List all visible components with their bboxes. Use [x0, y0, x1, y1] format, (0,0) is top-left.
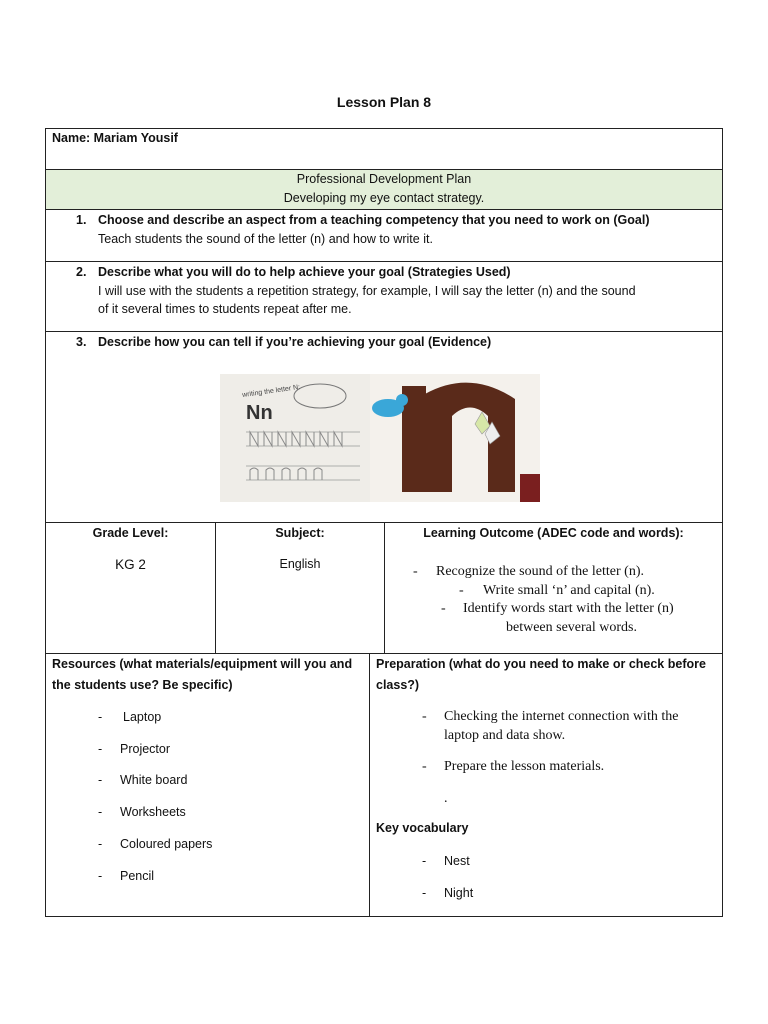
strategies-heading: Describe what you will do to help achieve your goal (Strategies Used) [98, 265, 511, 279]
bullet-dash: - [98, 742, 103, 756]
evidence-photo [220, 374, 540, 502]
outcome-item-continued: between several words. [506, 620, 638, 635]
photo-caption-small: writing the letter N: [241, 383, 301, 400]
preparation-item: Prepare the lesson materials. [444, 759, 605, 774]
bullet-dash: - [459, 583, 464, 598]
goal-heading: Choose and describe an aspect from a teaching competency that you need to work on (Goal) [98, 213, 650, 227]
name-label: Name: Mariam Yousif [52, 131, 178, 145]
stray-dot: . [444, 791, 448, 806]
vocabulary-label: Key vocabulary [376, 821, 469, 835]
bullet-dash: - [441, 601, 446, 616]
resources-label-line1: Resources (what materials/equipment will you and [52, 657, 353, 671]
resource-item: Coloured papers [120, 837, 213, 851]
preparation-item: Checking the internet connection with the [444, 709, 679, 724]
outcome-item: Recognize the sound of the letter (n). [436, 564, 644, 579]
bullet-dash: - [98, 837, 103, 851]
preparation-label-line1: Preparation (what do you need to make or check before [376, 657, 706, 671]
resource-item: White board [120, 773, 188, 787]
resource-item: Projector [120, 742, 171, 756]
subject-value: English [279, 557, 321, 571]
preparation-item-continued: laptop and data show. [444, 728, 566, 743]
bullet-dash: - [98, 805, 103, 819]
pd-header [45, 169, 723, 210]
preparation-cell [369, 653, 723, 917]
grade-cell [45, 522, 216, 654]
photo-big-letters: Nn [246, 402, 273, 424]
bullet-dash: - [98, 869, 103, 883]
strategies-section [45, 261, 723, 332]
goal-text: Teach students the sound of the letter (n) and how to write it. [98, 232, 433, 246]
item-number: 3. [76, 335, 87, 349]
page-title: Lesson Plan 8 [336, 94, 432, 110]
preparation-label-line2: class?) [376, 678, 420, 692]
resource-item: Pencil [120, 869, 155, 883]
subject-label: Subject: [275, 526, 325, 540]
resources-label-line2: the students use? Be specific) [52, 678, 233, 692]
outcome-label: Learning Outcome (ADEC code and words): [423, 526, 684, 540]
pd-subtitle: Developing my eye contact strategy. [283, 191, 485, 205]
outcome-item: Identify words start with the letter (n) [463, 601, 674, 616]
bullet-dash: - [413, 564, 418, 579]
bullet-dash: - [422, 709, 427, 724]
bullet-dash: - [422, 759, 427, 774]
bullet-dash: - [422, 886, 427, 900]
bullet-dash: - [422, 854, 427, 868]
grade-value: KG 2 [115, 557, 146, 572]
pd-title: Professional Development Plan [296, 172, 472, 186]
goal-section [45, 209, 723, 262]
resources-cell [45, 653, 370, 917]
item-number: 2. [76, 265, 87, 279]
evidence-heading: Describe how you can tell if you’re achieving your goal (Evidence) [98, 335, 492, 349]
item-number: 1. [76, 213, 87, 227]
resource-item: Laptop [123, 710, 162, 724]
strategies-text-line2: of it several times to students repeat after me. [98, 302, 352, 316]
strategies-text-line1: I will use with the students a repetition strategy, for example, I will say the letter (n) and the sound [98, 284, 636, 298]
grade-label: Grade Level: [92, 526, 169, 540]
resource-item: Worksheets [120, 805, 186, 819]
bullet-dash: - [98, 773, 103, 787]
outcome-item: Write small ‘n’ and capital (n). [483, 583, 655, 598]
outcome-cell [384, 522, 723, 654]
bullet-dash: - [98, 710, 103, 724]
evidence-section [45, 331, 723, 523]
name-row [45, 128, 723, 170]
vocabulary-item: Night [444, 886, 474, 900]
subject-cell [215, 522, 385, 654]
vocabulary-item: Nest [444, 854, 470, 868]
